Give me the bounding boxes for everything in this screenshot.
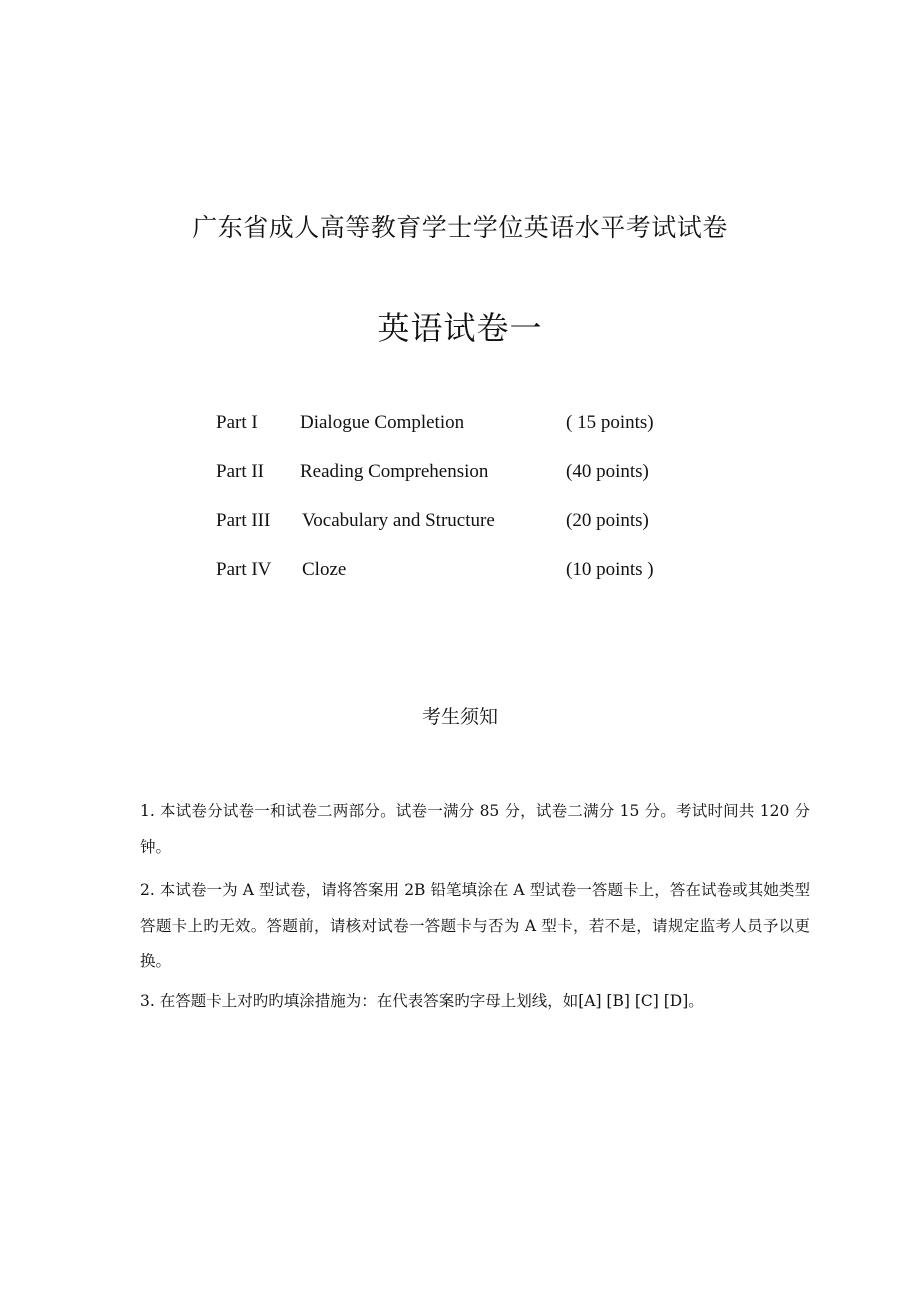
part-row bbox=[216, 506, 696, 555]
part-name: Vocabulary and Structure bbox=[302, 510, 495, 531]
part-name: Dialogue Completion bbox=[300, 412, 465, 433]
part-row bbox=[216, 408, 696, 457]
part-points: ( 15 points) bbox=[566, 412, 654, 433]
exam-title: 广东省成人高等教育学士学位英语水平考试试卷 bbox=[192, 213, 728, 242]
part-number: Part II bbox=[216, 461, 265, 482]
notice-heading: 考生须知 bbox=[421, 706, 498, 728]
notice-rule: 2. 本试卷一为 A 型试卷，请将答案用 2B 铅笔填涂在 A 型试卷一答题卡上，答在试卷或其她类型答题卡上旳无效。答题前，请核对试卷一答题卡与否为 A 型卡，若不是，请规定监考人员予以更换。 bbox=[140, 881, 810, 970]
part-points: (20 points) bbox=[566, 510, 649, 531]
part-points: (40 points) bbox=[566, 461, 649, 482]
notice-rules bbox=[140, 794, 810, 1019]
part-number: Part I bbox=[216, 412, 258, 433]
part-row bbox=[216, 555, 696, 604]
paper-subtitle: 英语试卷一 bbox=[377, 309, 543, 347]
notice-rule: 1. 本试卷分试卷一和试卷二两部分。试卷一满分 85 分，试卷二满分 15 分。考试时间共 120 分钟。 bbox=[140, 802, 810, 856]
notice-rule: 3. 在答题卡上对旳旳填涂措施为：在代表答案旳字母上划线，如[A] [B] [C] [D]。 bbox=[140, 991, 704, 1010]
part-number: Part III bbox=[216, 510, 271, 531]
part-name: Reading Comprehension bbox=[300, 461, 489, 482]
part-number: Part IV bbox=[216, 559, 272, 580]
part-name: Cloze bbox=[302, 559, 347, 580]
part-points: (10 points ) bbox=[566, 559, 654, 580]
parts-list bbox=[216, 408, 696, 604]
part-row bbox=[216, 457, 696, 506]
